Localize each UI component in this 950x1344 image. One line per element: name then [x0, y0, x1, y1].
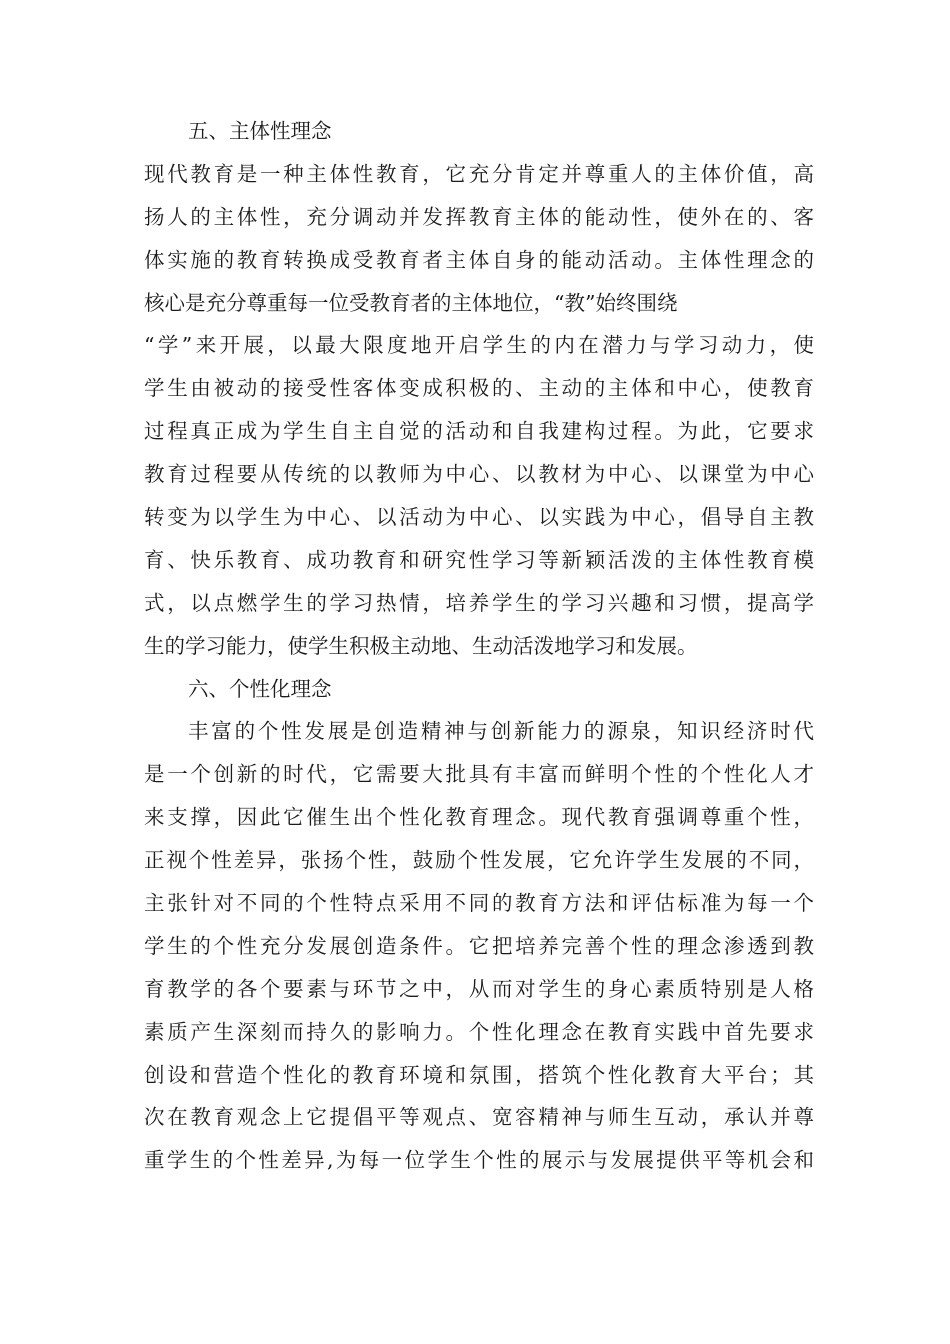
paragraph-line: 主张针对不同的个性特点采用不同的教育方法和评估标准为每一个 — [144, 891, 814, 916]
document-body — [144, 110, 814, 1182]
paragraph-line: 育教学的各个要素与环节之中，从而对学生的身心素质特别是人格 — [144, 976, 814, 1001]
paragraph-line: 学生由被动的接受性客体变成积极的、主动的主体和中心，使教育 — [144, 376, 814, 401]
paragraph-line: 生的学习能力，使学生积极主动地、生动活泼地学习和发展。 — [144, 633, 698, 658]
paragraph-line: 现代教育是一种主体性教育，它充分肯定并尊重人的主体价值，高 — [144, 161, 814, 186]
paragraph-line: 次在教育观念上它提倡平等观点、宽容精神与师生互动，承认并尊 — [144, 1105, 814, 1130]
paragraph-line: 育、快乐教育、成功教育和研究性学习等新颖活泼的主体性教育模 — [144, 547, 814, 572]
paragraph-line: 过程真正成为学生自主自觉的活动和自我建构过程。为此，它要求 — [144, 419, 814, 444]
paragraph-line: 是一个创新的时代，它需要大批具有丰富而鲜明个性的个性化人才 — [144, 762, 814, 787]
paragraph-line: 核心是充分尊重每一位受教育者的主体地位，“教”始终围绕 — [144, 290, 678, 315]
paragraph-line: 丰富的个性发展是创造精神与创新能力的源泉，知识经济时代 — [188, 719, 814, 744]
paragraph-line: 创设和营造个性化的教育环境和氛围，搭筑个性化教育大平台；其 — [144, 1062, 814, 1087]
paragraph-line: 素质产生深刻而持久的影响力。个性化理念在教育实践中首先要求 — [144, 1019, 814, 1044]
section-heading-6: 六、个性化理念 — [188, 676, 332, 701]
paragraph-line: 来支撑，因此它催生出个性化教育理念。现代教育强调尊重个性， — [144, 805, 814, 830]
paragraph-line: 转变为以学生为中心、以活动为中心、以实践为中心，倡导自主教 — [144, 505, 814, 530]
paragraph-line: 教育过程要从传统的以教师为中心、以教材为中心、以课堂为中心 — [144, 462, 814, 487]
paragraph-line: “学”来开展，以最大限度地开启学生的内在潜力与学习动力，使 — [144, 333, 814, 358]
paragraph-line: 重学生的个性差异,为每一位学生个性的展示与发展提供平等机会和 — [144, 1148, 814, 1173]
paragraph-line: 学生的个性充分发展创造条件。它把培养完善个性的理念渗透到教 — [144, 933, 814, 958]
paragraph-line: 正视个性差异，张扬个性，鼓励个性发展，它允许学生发展的不同， — [144, 848, 814, 873]
paragraph-line: 式，以点燃学生的学习热情，培养学生的学习兴趣和习惯，提高学 — [144, 590, 814, 615]
paragraph-line: 扬人的主体性，充分调动并发挥教育主体的能动性，使外在的、客 — [144, 204, 814, 229]
paragraph-line: 体实施的教育转换成受教育者主体自身的能动活动。主体性理念的 — [144, 247, 814, 272]
section-heading-5: 五、主体性理念 — [188, 119, 332, 143]
